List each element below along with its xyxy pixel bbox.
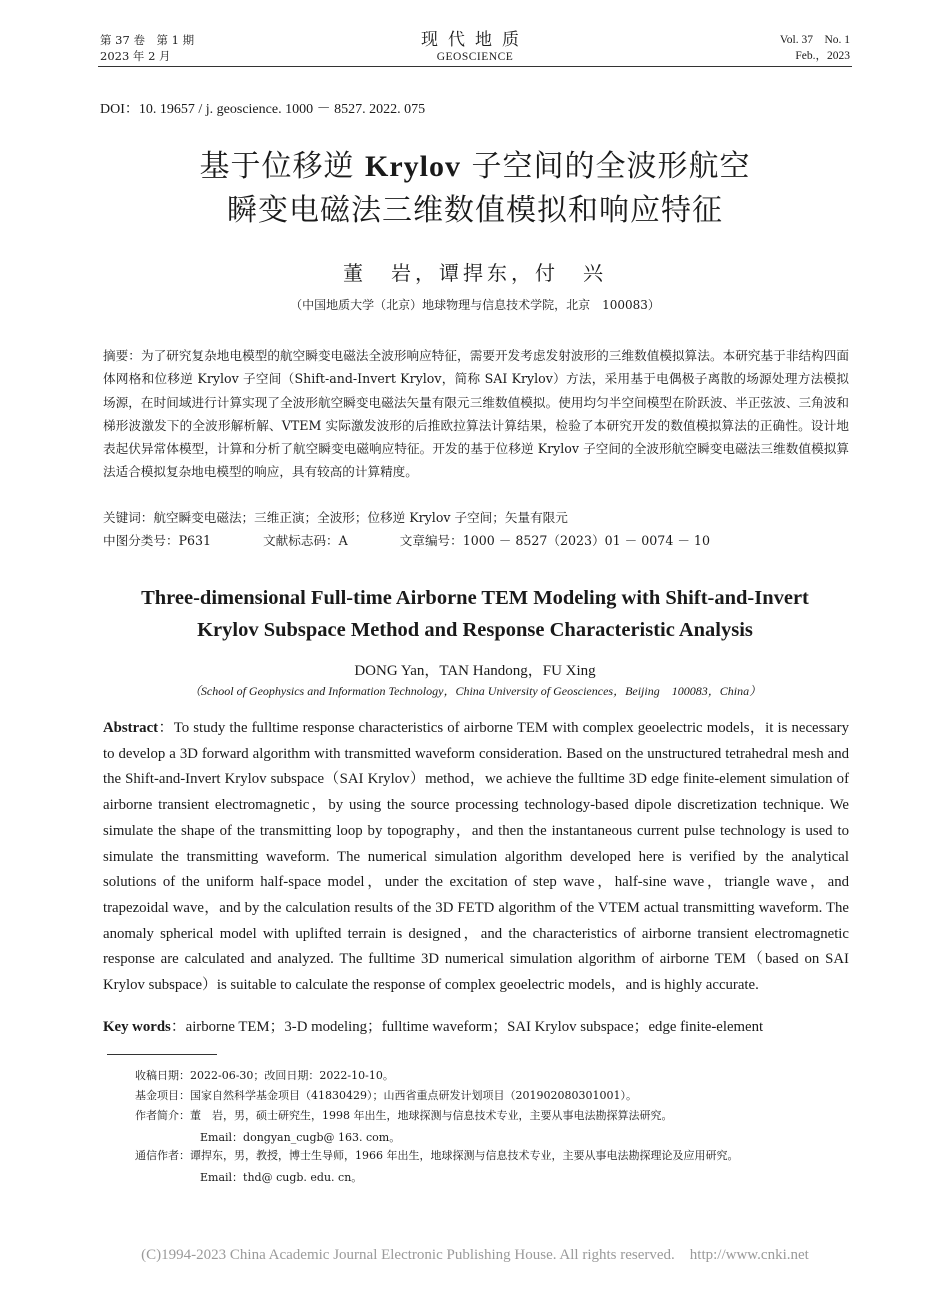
issue-date-en: Feb.，2023 [795,50,850,62]
footnote-corr-email: Email：thd@ cugb. edu. cn。 [200,1171,363,1184]
clc-number: 中图分类号：P631 [103,533,212,548]
keywords-en [103,1016,849,1039]
authors-cn: 董 岩，谭捍东，付 兴 [343,261,607,285]
abstract-cn-label: 摘要： [103,348,141,363]
issue-date: 2023 年 2 月 [100,49,171,63]
affiliation-cn: （中国地质大学（北京）地球物理与信息技术学院，北京 100083） [290,298,660,312]
title-en [0,582,950,646]
footnote-correspondence: 通信作者：谭捍东，男，教授，博士生导师，1966 年出生，地球探测与信息技术专业，主要从事电法勘探理论及应用研究。 [135,1149,739,1162]
abstract-en [103,716,849,999]
document-code: 文献标志码：A [263,533,348,548]
article-number: 文章编号：1000 － 8527（2023）01 － 0074 － 10 [399,533,710,548]
keywords-cn [103,506,849,529]
abstract-cn-text: 为了研究复杂地电模型的航空瞬变电磁法全波形响应特征，需要开发考虑发射波形的三维数值模拟算法。本研究基于非结构四面体网格和位移逆 Krylov 子空间（Shift-and-Invert Krylov，简称 SAI Krylov）方法，采用基于电偶极子离散的场源处理方法模拟场源，在时间域进行计算实现了全波形航空瞬变电磁法矢量有限元三维数值模拟。使用均匀半空间模型在阶跃波、半正弦波、三角波和梯形波激发下的全波形解析解、VTEM 实际激发波形的后推欧拉算法计算结果，检验了本研究开发的数值模拟算法的正确性。设计地表起伏异常体模型，计算和分析了航空瞬变电磁响应特征。开发的基于位移逆 Krylov 子空间的全波形航空瞬变电磁法三维数值模拟算法适合模拟复杂地电模型的响应，具有较高的计算精度。 [103,348,850,480]
title-cn-line2: 瞬变电磁法三维数值模拟和响应特征 [227,193,723,228]
affiliation-en: （School of Geophysics and Information Technology，China University of Geosciences，Beijing 100083，China） [188,684,762,698]
abstract-en-label: Abstract [103,720,159,736]
footnote-rule [107,1054,217,1055]
abstract-cn [103,344,849,484]
issue-info-en [780,32,850,64]
keywords-en-label: Key words [103,1019,171,1035]
keywords-cn-text: 航空瞬变电磁法；三维正演；全波形；位移逆 Krylov 子空间；矢量有限元 [153,510,568,525]
title-en-line2: Krylov Subspace Method and Response Characteristic Analysis [197,619,753,641]
footnote-fund: 基金项目：国家自然科学基金项目（41830429）；山西省重点研发计划项目（201902080301001）。 [135,1089,637,1102]
footnote-author-email: Email：dongyan_cugb@ 163. com。 [200,1131,401,1144]
header-rule [98,66,852,67]
title-en-line1: Three-dimensional Full-time Airborne TEM Modeling with Shift-and-Invert [141,587,809,609]
volume-issue: 第 37 卷 第 1 期 [100,33,195,47]
doi: DOI：10. 19657 / j. geoscience. 1000 － 8527. 2022. 075 [100,102,426,117]
abstract-en-text: ：To study the fulltime response characteristics of airborne TEM with complex geoelectric models，it is necessary to develop a 3D forward algorithm with transmitted waveform consideration. Based on the unstructured tetrahedral mesh and the Shift-and-Invert Krylov subspace（SAI Krylov）method，we achieve the fulltime 3D edge finite-element simulation of airborne transient electromagnetic，by using the source processing technology-based dipole discretization technique. We simulate the shape of the transmitting loop by topography，and then the instantaneous current pulse technology is used to simulate the transmitting waveform. The numerical simulation algorithm developed here is verified by the analytical solutions of the uniform half-space model，under the excitation of step wave，half-sine wave，triangle wave，and trapezoidal wave，and by the calculation results of the 3D FETD algorithm of the VTEM actual transmitting waveform. The anomaly spherical model with uplifted terrain is designed，and the characteristics of airborne transient electromagnetic response are calculated and analyzed. The fulltime 3D numerical simulation algorithm of airborne TEM（based on SAI Krylov subspace）is suitable to calculate the response of complex geoelectric models，and is highly accurate. [103,720,849,994]
title-cn-line1: 基于位移逆 Krylov 子空间的全波形航空 [199,149,751,184]
journal-name-cn: 现代地质 [421,30,529,50]
authors-en: DONG Yan，TAN Handong，FU Xing [354,663,596,679]
title-cn [0,145,950,233]
keywords-cn-label: 关键词： [103,510,154,525]
footnote-author: 作者简介：董 岩，男，硕士研究生，1998 年出生，地球探测与信息技术专业，主要从事电法勘探算法研究。 [135,1109,673,1122]
classification-line [103,529,849,552]
copyright-notice: (C)1994-2023 China Academic Journal Electronic Publishing House. All rights reserved. http://www.cnki.net [141,1247,809,1263]
journal-name-en: GEOSCIENCE [436,51,514,63]
footnote-received: 收稿日期：2022-06-30；改回日期：2022-10-10。 [135,1069,394,1082]
volume-issue-en: Vol. 37 No. 1 [779,34,850,46]
keywords-en-text: ：airborne TEM；3-D modeling；fulltime waveform；SAI Krylov subspace；edge finite-element [170,1019,764,1035]
